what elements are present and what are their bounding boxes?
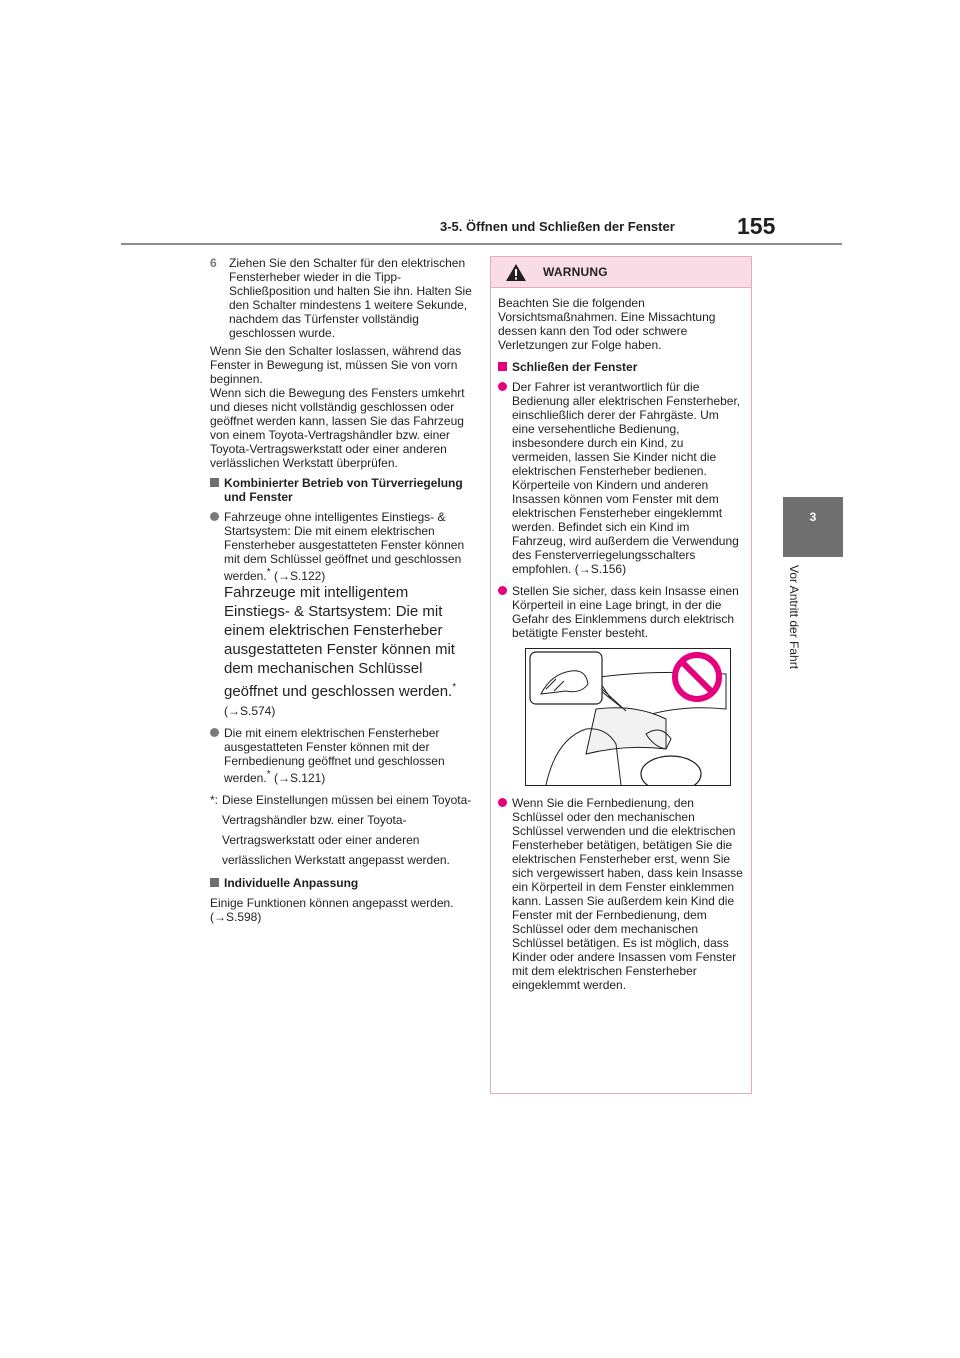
chapter-number: 3	[809, 510, 817, 524]
step-6	[210, 256, 474, 340]
heading-text: Schließen der Fenster	[512, 360, 638, 374]
step-number: 6	[210, 256, 217, 270]
paragraph: Wenn sich die Bewegung des Fensters umkehrt und dieses nicht vollständig geschlossen oder geöffnet werden kann, lassen Sie das Fahrzeug von einem Toyota-Vertragshändler bzw. einer Toyota-Vertragswerkstatt oder einer anderen verlässlichen Werkstatt überprüfen.	[210, 386, 465, 470]
prohibition-icon	[675, 655, 719, 699]
page-reference: (→S.122)	[273, 569, 326, 583]
warning-box	[490, 256, 752, 1094]
circle-bullet-icon	[210, 512, 219, 521]
footnote-star: *	[266, 567, 271, 578]
bullet-continuation	[224, 583, 474, 721]
list-item	[498, 584, 743, 640]
paragraph: Einige Funktionen können angepasst werden. (→S.598)	[210, 896, 454, 924]
bullet-text: Wenn Sie die Fernbedienung, den Schlüssel oder den mechanischen Schlüssel verwenden und die elektrischen Fensterheber betätigen, betätigen Sie die elektrischen Fensterheber erst, wenn Sie sich vergewissert haben, dass kein Insasse ein Körperteil in dem Fenster einklemmen kann. Lassen Sie außerdem kein Kind die Fenster mit der Fernbedienung, dem Schlüssel oder dem mechanischen Schlüssel betätigen. Es ist möglich, dass Kinder oder andere Insassen vom Fenster mit dem elektrischen Fensterheber eingeklemmt werden.	[512, 796, 743, 992]
square-bullet-icon	[498, 362, 507, 371]
heading-text: Kombinierter Betrieb von Türverriegelung und Fenster	[224, 476, 463, 504]
footnote	[210, 790, 474, 870]
heading-text: Individuelle Anpassung	[224, 876, 359, 890]
circle-bullet-icon	[210, 728, 219, 737]
list-item	[498, 796, 743, 992]
window-pinch-illustration	[525, 648, 731, 786]
circle-bullet-icon	[498, 382, 507, 391]
circle-bullet-icon	[498, 586, 507, 595]
footnote-star: *	[452, 682, 457, 693]
warning-header	[491, 257, 751, 288]
chapter-tab	[783, 497, 843, 557]
list-item	[498, 380, 743, 576]
section-heading	[210, 476, 474, 504]
bullet-text: Die mit einem elektrischen Fensterheber ausgestatteten Fenster können mit der Fernbedienung geöffnet und geschlossen werden.	[224, 726, 445, 785]
warning-triangle-icon	[505, 263, 527, 282]
bullet-text: Der Fahrer ist verantwortlich für die Bedienung aller elektrischen Fensterheber, einschließlich derer der Fahrgäste. Um eine versehentliche Bedienung, insbesondere durch ein Kind, zu vermeiden, lassen Sie Kinder nicht die elektrischen Fensterheber bedienen. Körperteile von Kindern und anderen Insassen können vom Fenster mit dem elektrischen Fensterheber eingeklemmt werden. Befindet sich ein Kind im Fahrzeug, wird außerdem die Verwendung des Fensterverriegelungsschalters empfohlen. (→S.156)	[512, 380, 741, 576]
car-interior-illustration	[526, 649, 730, 785]
warning-body	[491, 288, 751, 992]
warning-heading	[498, 360, 743, 374]
circle-bullet-icon	[498, 798, 507, 807]
footnote-star: *	[266, 769, 271, 780]
list-item	[210, 510, 474, 721]
bullet-text: Fahrzeuge ohne intelligentes Einstiegs- & Startsystem: Die mit einem elektrischen Fensterheber ausgestatteten Fenster können mit dem Schlüssel geöffnet und geschlossen werden.	[224, 510, 465, 583]
header-rule	[121, 243, 842, 245]
page-reference: (→S.574)	[224, 704, 276, 718]
step-text: Ziehen Sie den Schalter für den elektrischen Fensterheber wieder in die Tipp-Schließposition und halten Sie ihn. Halten Sie den Schalter mindestens 1 weitere Sekunde, nachdem das Türfenster vollständig geschlossen wurde.	[229, 256, 472, 340]
page-number: 155	[737, 213, 776, 239]
chapter-label-container	[769, 565, 829, 699]
chapter-label: Vor Antritt der Fahrt	[787, 565, 801, 670]
square-bullet-icon	[210, 878, 219, 887]
bullet-text: Stellen Sie sicher, dass kein Insasse einen Körperteil in eine Lage bringt, in der die Gefahr des Einklemmens durch elektrisch betätigte Fenster besteht.	[512, 584, 739, 640]
footnote-mark: *:	[210, 793, 219, 807]
list-item	[210, 726, 474, 785]
warning-title: WARNUNG	[543, 265, 608, 279]
page-reference: (→S.121)	[273, 771, 326, 785]
section-title: 3-5. Öffnen und Schließen der Fenster	[440, 219, 675, 234]
bullet-text: Fahrzeuge mit intelligentem Einstiegs- & Startsystem: Die mit einem elektrischen Fensterheber ausgestatteten Fenster können mit dem mechanischen Schlüssel geöffnet und geschlossen werden.	[224, 584, 455, 700]
footnote-text: Diese Einstellungen müssen bei einem Toyota-Vertragshändler bzw. einer Toyota-Vertragswerkstatt oder einer anderen verlässlichen Werkstatt angepasst werden.	[222, 793, 472, 867]
section-heading	[210, 876, 474, 890]
square-bullet-icon	[210, 478, 219, 487]
paragraph: Wenn Sie den Schalter loslassen, während das Fenster in Bewegung ist, müssen Sie von vorn beginnen.	[210, 344, 462, 386]
left-column	[210, 256, 474, 929]
warning-intro: Beachten Sie die folgenden Vorsichtsmaßnahmen. Eine Missachtung dessen kann den Tod oder schwere Verletzungen zur Folge haben.	[498, 296, 716, 352]
